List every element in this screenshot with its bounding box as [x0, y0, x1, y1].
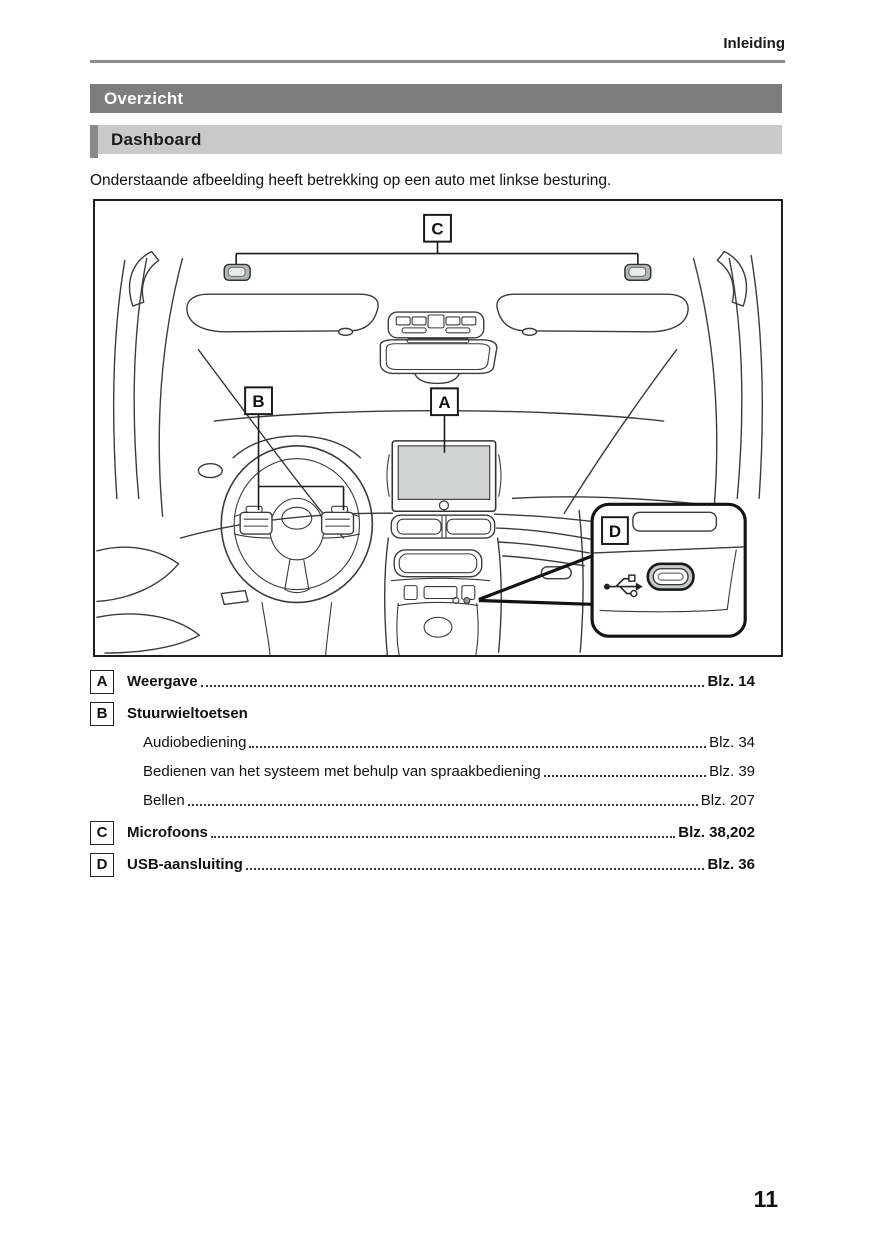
- subsection-accent-bar: [90, 125, 98, 158]
- legend-page-ref: Blz. 39: [709, 763, 755, 780]
- legend-label: Bedienen van het systeem met behulp van spraakbediening: [143, 763, 541, 780]
- legend-row-voice: [90, 757, 755, 786]
- legend-letter-box-a: A: [90, 670, 114, 694]
- legend-row-b: [90, 699, 755, 728]
- legend-row-audio: [90, 728, 755, 757]
- section-banner: [90, 84, 782, 113]
- usb-c-port-icon: [648, 564, 694, 590]
- overhead-console: [388, 312, 483, 343]
- legend-page-ref: Blz. 38,202: [678, 824, 755, 841]
- sun-visor-right: [497, 294, 688, 335]
- dotted-leader: [201, 685, 705, 687]
- legend-page-ref: Blz. 14: [707, 673, 755, 690]
- dotted-leader: [211, 836, 675, 838]
- legend-page-ref: Blz. 34: [709, 734, 755, 751]
- center-vents: [391, 515, 494, 538]
- chapter-label: Inleiding: [723, 35, 785, 52]
- legend-label: Audiobediening: [143, 734, 247, 751]
- leader-b: [259, 414, 344, 510]
- legend-row-a: [90, 667, 755, 696]
- usb-port-on-console: [464, 598, 470, 604]
- grab-handle-right: [717, 252, 746, 307]
- legend-row-c: [90, 818, 755, 847]
- callout-letter-d: D: [608, 522, 622, 542]
- header-rule: [90, 60, 785, 63]
- legend-letter-box-d: D: [90, 853, 114, 877]
- legend-label: Stuurwieltoetsen: [127, 705, 248, 722]
- sun-visor-left: [187, 294, 378, 335]
- callout-boxes: [245, 215, 458, 415]
- legend-letter-box-c: C: [90, 821, 114, 845]
- callout-letter-c: C: [431, 219, 444, 239]
- usb-inset-panel: [592, 504, 745, 636]
- subsection-banner: [90, 125, 782, 154]
- legend-page-ref: Blz. 207: [700, 792, 755, 809]
- microphone-grille-left: [224, 264, 250, 280]
- legend-page-ref: Blz. 36: [707, 856, 755, 873]
- dotted-leader: [246, 868, 705, 870]
- leader-c: [236, 242, 638, 265]
- grab-handle-left: [130, 252, 159, 307]
- legend-label: USB-aansluiting: [127, 856, 243, 873]
- dashboard-diagram: [95, 201, 781, 655]
- subsection-title: Dashboard: [111, 130, 202, 149]
- figure-legend: [90, 664, 755, 879]
- rearview-mirror: [380, 340, 497, 384]
- callout-letter-a: A: [438, 393, 451, 413]
- dotted-leader: [544, 775, 706, 777]
- legend-row-phone: [90, 786, 755, 815]
- legend-letter-box-b: B: [90, 702, 114, 726]
- steering-wheel: [221, 436, 372, 655]
- legend-row-d: [90, 850, 755, 879]
- microphone-grille-right: [625, 264, 651, 280]
- intro-text: Onderstaande afbeelding heeft betrekking op een auto met linkse besturing.: [90, 172, 612, 189]
- dashboard-figure: [93, 199, 783, 657]
- leader-d-wedge: [479, 555, 595, 605]
- display-screen: [398, 446, 489, 500]
- page-number: 11: [753, 1186, 778, 1212]
- legend-label: Microfoons: [127, 824, 208, 841]
- legend-label: Weergave: [127, 673, 198, 690]
- dotted-leader: [188, 804, 698, 806]
- dotted-leader: [249, 746, 706, 748]
- section-title: Overzicht: [104, 89, 184, 108]
- callout-letter-b: B: [252, 392, 265, 412]
- legend-label: Bellen: [143, 792, 185, 809]
